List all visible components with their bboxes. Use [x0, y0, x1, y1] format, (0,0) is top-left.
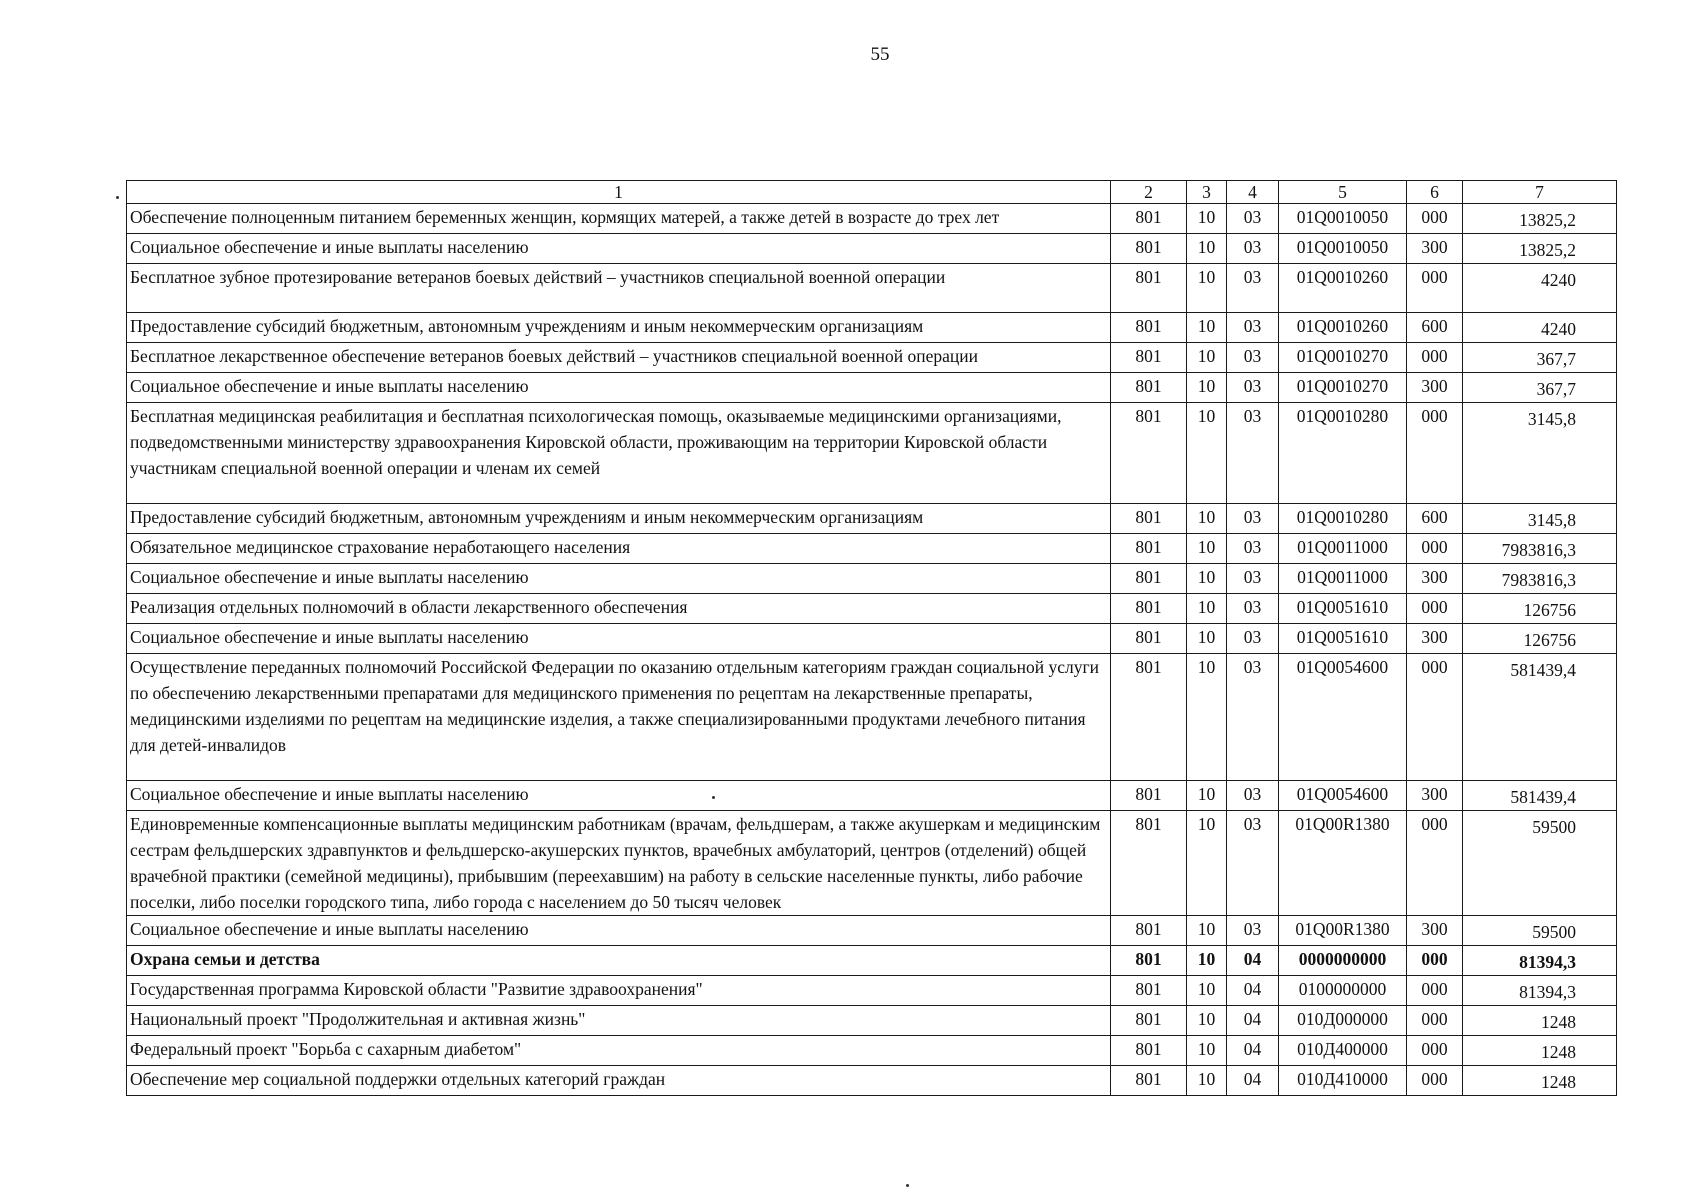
table-row	[127, 1066, 1617, 1096]
row-name-cell: Социальное обеспечение и иные выплаты населению	[127, 781, 1111, 811]
row-code-cell: 801	[1111, 976, 1187, 1006]
row-code-cell: 000	[1407, 204, 1463, 234]
row-code-cell: 01Q00R1380	[1279, 811, 1407, 916]
table-row	[127, 264, 1617, 313]
row-code-cell: 0100000000	[1279, 976, 1407, 1006]
table-row	[127, 234, 1617, 264]
table-row	[127, 916, 1617, 946]
row-code-cell: 801	[1111, 534, 1187, 564]
row-name-cell: Бесплатное зубное протезирование ветеранов боевых действий – участников специальной военной операции	[127, 264, 1111, 313]
row-code-cell: 801	[1111, 504, 1187, 534]
row-amount-cell: 367,7	[1463, 343, 1617, 373]
table-row	[127, 504, 1617, 534]
row-code-cell: 000	[1407, 1066, 1463, 1096]
row-amount-cell: 81394,3	[1463, 946, 1617, 976]
table-row	[127, 976, 1617, 1006]
row-code-cell: 000	[1407, 264, 1463, 313]
row-code-cell: 10	[1187, 781, 1227, 811]
row-code-cell: 10	[1187, 534, 1227, 564]
table-row	[127, 313, 1617, 343]
row-amount-cell: 126756	[1463, 624, 1617, 654]
table-row	[127, 654, 1617, 781]
row-name-cell: Обеспечение полноценным питанием беременных женщин, кормящих матерей, а также детей в возрасте до трех лет	[127, 204, 1111, 234]
row-code-cell: 300	[1407, 234, 1463, 264]
table-header-row	[127, 181, 1617, 204]
row-code-cell: 01Q0010260	[1279, 313, 1407, 343]
row-code-cell: 03	[1227, 654, 1279, 781]
row-code-cell: 000	[1407, 403, 1463, 504]
row-code-cell: 000	[1407, 1006, 1463, 1036]
table-row	[127, 594, 1617, 624]
row-code-cell: 03	[1227, 264, 1279, 313]
row-code-cell: 10	[1187, 264, 1227, 313]
row-code-cell: 801	[1111, 234, 1187, 264]
row-code-cell: 801	[1111, 594, 1187, 624]
row-code-cell: 01Q0054600	[1279, 781, 1407, 811]
row-amount-cell: 59500	[1463, 811, 1617, 916]
row-code-cell: 10	[1187, 204, 1227, 234]
table-row	[127, 1006, 1617, 1036]
budget-table	[126, 180, 1617, 1096]
row-code-cell: 03	[1227, 624, 1279, 654]
row-name-cell: Охрана семьи и детства	[127, 946, 1111, 976]
table-body	[127, 181, 1617, 1096]
row-code-cell: 10	[1187, 976, 1227, 1006]
row-code-cell: 000	[1407, 343, 1463, 373]
row-amount-cell: 13825,2	[1463, 234, 1617, 264]
header-col-4: 4	[1227, 181, 1279, 204]
row-code-cell: 000	[1407, 1036, 1463, 1066]
row-code-cell: 10	[1187, 1006, 1227, 1036]
table-row	[127, 811, 1617, 916]
row-code-cell: 03	[1227, 373, 1279, 403]
row-amount-cell: 367,7	[1463, 373, 1617, 403]
row-name-cell: Социальное обеспечение и иные выплаты населению	[127, 373, 1111, 403]
row-amount-cell: 1248	[1463, 1036, 1617, 1066]
table-row	[127, 373, 1617, 403]
table-row	[127, 946, 1617, 976]
row-amount-cell: 81394,3	[1463, 976, 1617, 1006]
table-row	[127, 403, 1617, 504]
row-code-cell: 01Q0010260	[1279, 264, 1407, 313]
row-code-cell: 10	[1187, 373, 1227, 403]
table-row	[127, 343, 1617, 373]
row-amount-cell: 4240	[1463, 313, 1617, 343]
row-name-cell: Осуществление переданных полномочий Российской Федерации по оказанию отдельным категориям граждан социальной услуги по обеспечению лекарственными препаратами для медицинского применения по рецептам на лекарственные препараты, медицинскими изделиями по рецептам на медицинские изделия, а также специализированными продуктами лечебного питания для детей-инвалидов	[127, 654, 1111, 781]
scan-speck	[712, 796, 715, 799]
header-col-1: 1	[127, 181, 1111, 204]
row-code-cell: 0000000000	[1279, 946, 1407, 976]
row-code-cell: 04	[1227, 976, 1279, 1006]
row-code-cell: 801	[1111, 373, 1187, 403]
row-code-cell: 10	[1187, 811, 1227, 916]
row-code-cell: 801	[1111, 264, 1187, 313]
row-code-cell: 000	[1407, 654, 1463, 781]
row-name-cell: Обеспечение мер социальной поддержки отдельных категорий граждан	[127, 1066, 1111, 1096]
row-code-cell: 04	[1227, 1036, 1279, 1066]
table-row	[127, 1036, 1617, 1066]
row-code-cell: 300	[1407, 916, 1463, 946]
row-code-cell: 03	[1227, 504, 1279, 534]
row-code-cell: 801	[1111, 811, 1187, 916]
row-code-cell: 801	[1111, 1036, 1187, 1066]
row-name-cell: Единовременные компенсационные выплаты медицинским работникам (врачам, фельдшерам, а также акушеркам и медицинским сестрам фельдшерских здравпунктов и фельдшерско-акушерских пунктов, врачебных амбулаторий, центров (отделений) общей врачебной практики (семейной медицины), прибывшим (переехавшим) на работу в сельские населенные пункты, либо рабочие поселки, либо поселки городского типа, либо города с населением до 50 тысяч человек	[127, 811, 1111, 916]
row-code-cell: 03	[1227, 234, 1279, 264]
row-code-cell: 01Q0010270	[1279, 343, 1407, 373]
row-name-cell: Национальный проект "Продолжительная и активная жизнь"	[127, 1006, 1111, 1036]
row-code-cell: 10	[1187, 654, 1227, 781]
row-name-cell: Реализация отдельных полномочий в области лекарственного обеспечения	[127, 594, 1111, 624]
row-code-cell: 801	[1111, 564, 1187, 594]
row-code-cell: 801	[1111, 624, 1187, 654]
row-code-cell: 01Q0010050	[1279, 204, 1407, 234]
row-code-cell: 10	[1187, 1066, 1227, 1096]
row-code-cell: 01Q0011000	[1279, 534, 1407, 564]
row-name-cell: Федеральный проект "Борьба с сахарным диабетом"	[127, 1036, 1111, 1066]
page-number: 55	[870, 44, 890, 65]
row-name-cell: Бесплатное лекарственное обеспечение ветеранов боевых действий – участников специальной военной операции	[127, 343, 1111, 373]
row-code-cell: 04	[1227, 1006, 1279, 1036]
row-code-cell: 600	[1407, 313, 1463, 343]
row-name-cell: Социальное обеспечение и иные выплаты населению	[127, 564, 1111, 594]
row-code-cell: 03	[1227, 916, 1279, 946]
table-row	[127, 204, 1617, 234]
row-code-cell: 10	[1187, 234, 1227, 264]
header-col-5: 5	[1279, 181, 1407, 204]
row-code-cell: 10	[1187, 504, 1227, 534]
row-amount-cell: 1248	[1463, 1066, 1617, 1096]
row-name-cell: Бесплатная медицинская реабилитация и бесплатная психологическая помощь, оказываемые медицинскими организациями, подведомственными министерству здравоохранения Кировской области, проживающим на территории Кировской области участникам специальной военной операции и членам их семей	[127, 403, 1111, 504]
row-code-cell: 801	[1111, 781, 1187, 811]
header-col-3: 3	[1187, 181, 1227, 204]
row-amount-cell: 126756	[1463, 594, 1617, 624]
row-amount-cell: 1248	[1463, 1006, 1617, 1036]
row-code-cell: 10	[1187, 564, 1227, 594]
table-row	[127, 534, 1617, 564]
row-code-cell: 010Д400000	[1279, 1036, 1407, 1066]
row-code-cell: 01Q0010270	[1279, 373, 1407, 403]
row-code-cell: 03	[1227, 781, 1279, 811]
row-name-cell: Социальное обеспечение и иные выплаты населению	[127, 916, 1111, 946]
row-code-cell: 04	[1227, 1066, 1279, 1096]
row-amount-cell: 581439,4	[1463, 781, 1617, 811]
row-name-cell: Предоставление субсидий бюджетным, автономным учреждениям и иным некоммерческим организациям	[127, 313, 1111, 343]
header-col-7: 7	[1463, 181, 1617, 204]
row-code-cell: 10	[1187, 313, 1227, 343]
row-code-cell: 10	[1187, 594, 1227, 624]
row-code-cell: 03	[1227, 594, 1279, 624]
row-code-cell: 801	[1111, 946, 1187, 976]
row-code-cell: 300	[1407, 373, 1463, 403]
row-code-cell: 000	[1407, 534, 1463, 564]
row-code-cell: 801	[1111, 343, 1187, 373]
row-code-cell: 801	[1111, 403, 1187, 504]
row-code-cell: 010Д410000	[1279, 1066, 1407, 1096]
row-code-cell: 801	[1111, 313, 1187, 343]
row-code-cell: 10	[1187, 343, 1227, 373]
row-code-cell: 03	[1227, 534, 1279, 564]
row-name-cell: Социальное обеспечение и иные выплаты населению	[127, 624, 1111, 654]
row-amount-cell: 581439,4	[1463, 654, 1617, 781]
row-code-cell: 10	[1187, 916, 1227, 946]
table-row	[127, 624, 1617, 654]
table-row	[127, 564, 1617, 594]
row-code-cell: 01Q0011000	[1279, 564, 1407, 594]
row-code-cell: 01Q00R1380	[1279, 916, 1407, 946]
row-amount-cell: 3145,8	[1463, 403, 1617, 504]
row-amount-cell: 7983816,3	[1463, 564, 1617, 594]
row-name-cell: Социальное обеспечение и иные выплаты населению	[127, 234, 1111, 264]
scan-speck	[906, 1184, 909, 1187]
row-code-cell: 03	[1227, 564, 1279, 594]
row-code-cell: 801	[1111, 916, 1187, 946]
row-code-cell: 801	[1111, 1006, 1187, 1036]
row-code-cell: 04	[1227, 946, 1279, 976]
row-amount-cell: 59500	[1463, 916, 1617, 946]
row-code-cell: 03	[1227, 204, 1279, 234]
row-code-cell: 01Q0010050	[1279, 234, 1407, 264]
row-code-cell: 801	[1111, 204, 1187, 234]
row-code-cell: 01Q0051610	[1279, 624, 1407, 654]
row-code-cell: 10	[1187, 1036, 1227, 1066]
row-name-cell: Обязательное медицинское страхование неработающего населения	[127, 534, 1111, 564]
row-amount-cell: 7983816,3	[1463, 534, 1617, 564]
header-col-6: 6	[1407, 181, 1463, 204]
row-code-cell: 03	[1227, 313, 1279, 343]
row-name-cell: Государственная программа Кировской области "Развитие здравоохранения"	[127, 976, 1111, 1006]
scan-speck	[116, 196, 119, 199]
row-code-cell: 01Q0051610	[1279, 594, 1407, 624]
row-code-cell: 000	[1407, 946, 1463, 976]
row-amount-cell: 13825,2	[1463, 204, 1617, 234]
row-code-cell: 03	[1227, 811, 1279, 916]
row-code-cell: 10	[1187, 624, 1227, 654]
row-code-cell: 300	[1407, 781, 1463, 811]
row-code-cell: 10	[1187, 946, 1227, 976]
row-name-cell: Предоставление субсидий бюджетным, автономным учреждениям и иным некоммерческим организациям	[127, 504, 1111, 534]
row-code-cell: 000	[1407, 976, 1463, 1006]
row-code-cell: 03	[1227, 403, 1279, 504]
row-code-cell: 000	[1407, 594, 1463, 624]
row-code-cell: 01Q0010280	[1279, 504, 1407, 534]
row-code-cell: 010Д000000	[1279, 1006, 1407, 1036]
row-code-cell: 300	[1407, 624, 1463, 654]
row-amount-cell: 3145,8	[1463, 504, 1617, 534]
row-code-cell: 03	[1227, 343, 1279, 373]
row-amount-cell: 4240	[1463, 264, 1617, 313]
table-row	[127, 781, 1617, 811]
row-code-cell: 600	[1407, 504, 1463, 534]
row-code-cell: 10	[1187, 403, 1227, 504]
row-code-cell: 801	[1111, 654, 1187, 781]
header-col-2: 2	[1111, 181, 1187, 204]
row-code-cell: 01Q0010280	[1279, 403, 1407, 504]
row-code-cell: 801	[1111, 1066, 1187, 1096]
row-code-cell: 300	[1407, 564, 1463, 594]
row-code-cell: 000	[1407, 811, 1463, 916]
row-code-cell: 01Q0054600	[1279, 654, 1407, 781]
